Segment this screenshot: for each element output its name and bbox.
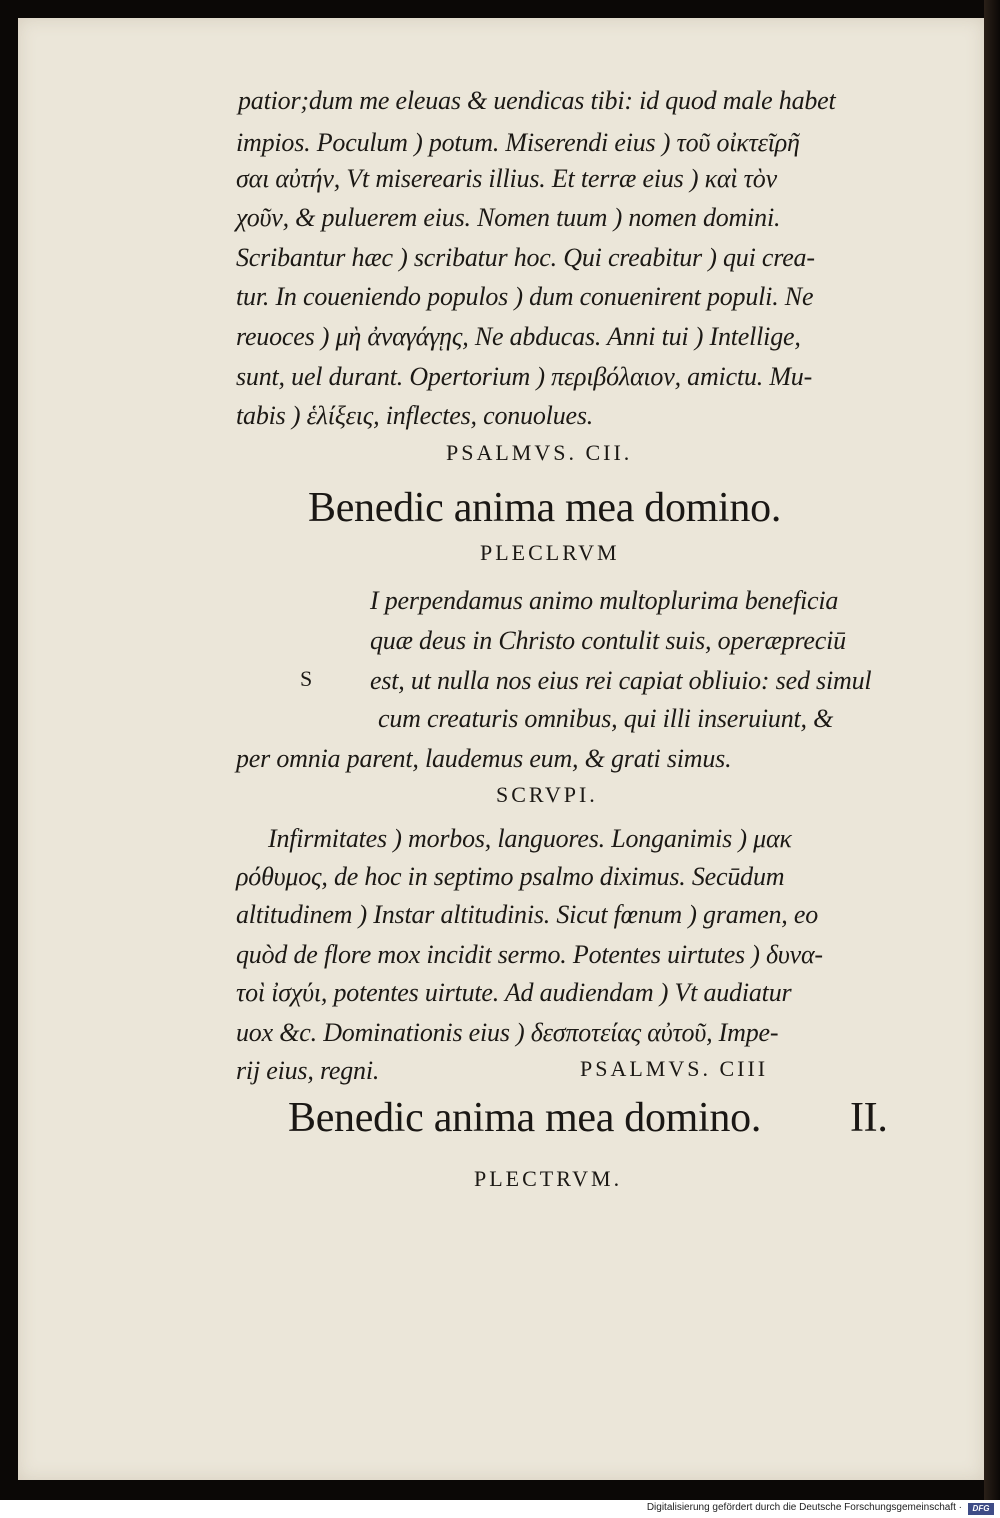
plectrum-line: I perpendamus animo multoplurima beneficia <box>370 586 839 615</box>
commentary-line: tur. In coueniendo populos ) dum conuenirent populi. Ne <box>236 282 814 311</box>
footer <box>0 1500 1000 1518</box>
psalm-103-plectrum-heading: PLECTRVM. <box>474 1166 623 1191</box>
commentary-line: patior;dum me eleuas & uendicas tibi: id quod male habet <box>238 86 836 115</box>
psalm-102-incipit: Benedic anima mea domino. <box>308 485 782 531</box>
scrupi-line: Infirmitates ) morbos, languores. Longanimis ) μακ <box>268 824 792 853</box>
scrupi-line: quòd de flore mox incidit sermo. Potentes uirtutes ) δυνα- <box>236 940 823 969</box>
scrupi-line: altitudinem ) Instar altitudinis. Sicut fœnum ) gramen, eo <box>236 900 819 929</box>
page-edge <box>984 0 1000 1500</box>
commentary-line: sunt, uel durant. Opertorium ) περιβόλαιον, amictu. Mu- <box>236 362 813 391</box>
footer-credit: Digitalisierung gefördert durch die Deutsche Forschungsgemeinschaft · <box>646 1502 962 1513</box>
commentary-line: Scribantur hæc ) scribatur hoc. Qui creabitur ) qui crea- <box>236 243 815 272</box>
plectrum-line: per omnia parent, laudemus eum, & grati simus. <box>236 744 732 773</box>
commentary-line: tabis ) ἑλίξεις, inflectes, conuolues. <box>236 401 594 430</box>
drop-initial: S <box>300 666 316 691</box>
scrupi-line: rij eius, regni. <box>236 1056 380 1085</box>
plectrum-line: est, ut nulla nos eius rei capiat obliuio: sed simul <box>370 666 872 695</box>
book-page <box>18 18 984 1480</box>
commentary-line: χοῦν, & puluerem eius. Nomen tuum ) nomen domini. <box>236 203 781 232</box>
signature-mark: II. <box>850 1095 888 1141</box>
psalm-102-heading: PSALMVS. CII. <box>446 440 633 465</box>
psalm-103-heading: PSALMVS. CIII <box>580 1056 769 1081</box>
commentary-line: impios. Poculum ) potum. Miserendi eius ) τοῦ οἰκτεῖρῆ <box>236 128 800 157</box>
psalm-102-plectrum-heading: PLECLRVM <box>480 540 620 565</box>
commentary-line: σαι αὐτήν, Vt miserearis illius. Et terræ eius ) καὶ τὸν <box>236 164 777 193</box>
scrupi-line: uox &c. Dominationis eius ) δεσποτείας αὐτοῦ, Impe- <box>236 1018 779 1047</box>
psalm-102-scrupi-heading: SCRVPI. <box>496 782 598 807</box>
scrupi-line: τοὶ ἰσχύι, potentes uirtute. Ad audiendam ) Vt audiatur <box>236 978 792 1007</box>
psalm-103-incipit: Benedic anima mea domino. <box>288 1095 762 1141</box>
dfg-logo-icon: DFG <box>968 1503 994 1515</box>
commentary-line: reuoces ) μὴ ἀναγάγῃς, Ne abducas. Anni tui ) Intellige, <box>236 322 801 351</box>
plectrum-line: quæ deus in Christo contulit suis, operæpreciū <box>370 626 846 655</box>
plectrum-line: cum creaturis omnibus, qui illi inseruiunt, & <box>378 704 834 733</box>
scrupi-line: ρόθυμος, de hoc in septimo psalmo diximus. Secūdum <box>236 862 785 891</box>
